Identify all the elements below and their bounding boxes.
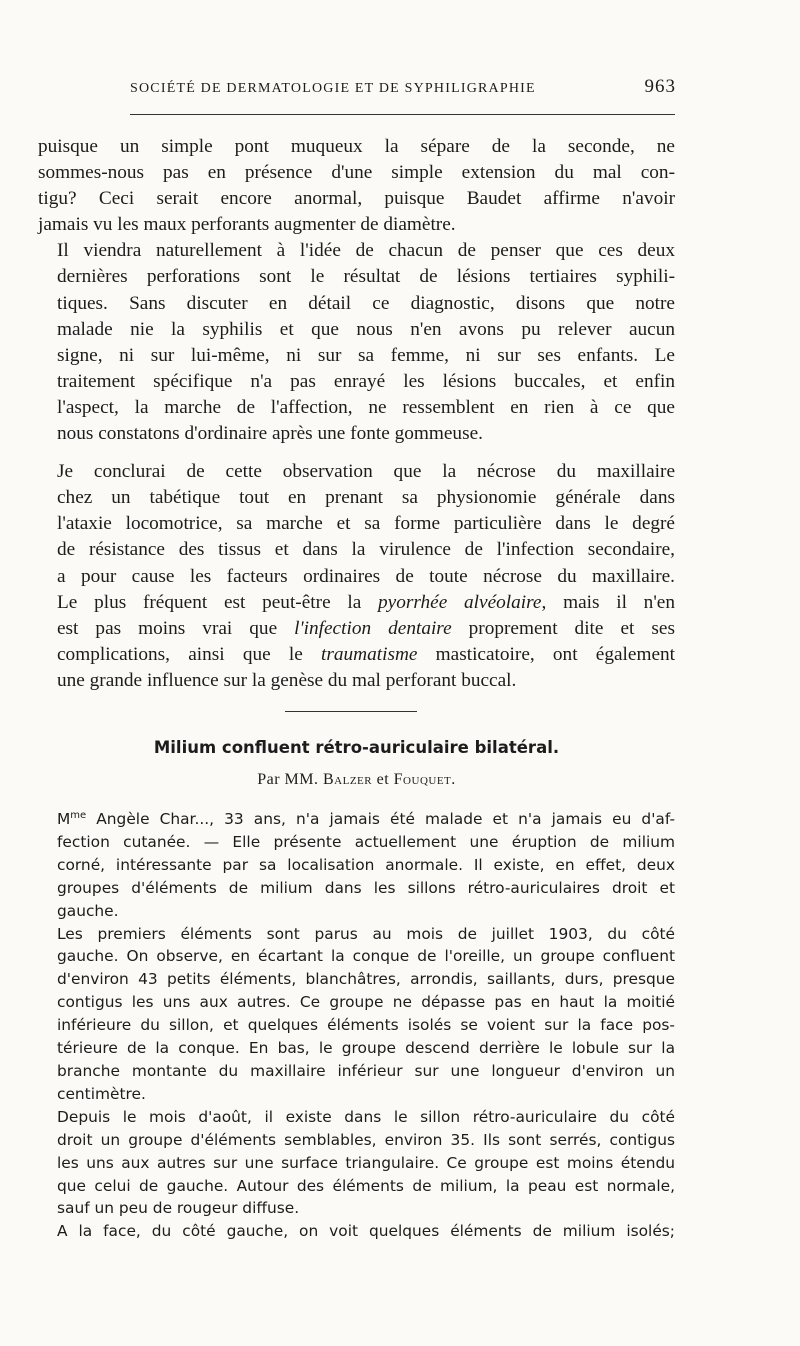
article-title: Milium confluent rétro-auriculaire bilatéral.: [153, 738, 560, 757]
text-run: Angèle Char..., 33 ans, n'a jamais été malade et n'a jamais eu d'af-: [86, 810, 675, 828]
text-line: [38, 590, 675, 616]
text-line: térieure de la conque. En bas, le groupe descend derrière le lobule sur la: [57, 1039, 675, 1058]
text-run: masticatoire, ont également: [417, 643, 675, 665]
text-run: , mais il n'en: [541, 591, 675, 613]
paragraph: [38, 238, 675, 447]
paragraph: [38, 808, 675, 923]
text-line: puisque un simple pont muqueux la sépare de la seconde, ne: [38, 136, 675, 157]
text-line: que celui de gauche. Autour des éléments de milium, la peau est normale,: [57, 1176, 675, 1195]
text-run: Le plus fréquent est peut-être la: [57, 591, 379, 613]
text-line: traitement spécifique n'a pas enrayé les lésions buccales, et enfin: [57, 370, 675, 392]
author-name: Fouquet: [393, 771, 452, 788]
text-line: A la face, du côté gauche, on voit quelques éléments de milium isolés;: [57, 1222, 675, 1241]
text-line: jamais vu les maux perforants augmenter de diamètre.: [38, 214, 456, 236]
section-divider: [285, 711, 417, 712]
text-line: Je conclurai de cette observation que la nécrose du maxillaire: [57, 461, 675, 483]
paragraph: [38, 134, 675, 238]
page-number: 963: [644, 76, 676, 97]
text-line: Les premiers éléments sont parus au mois de juillet 1903, du côté: [57, 924, 675, 943]
text-line: chez un tabétique tout en prenant sa physionomie générale dans: [57, 487, 675, 509]
running-head: SOCIÉTÉ DE DERMATOLOGIE ET DE SYPHILIGRAPHIE: [130, 81, 536, 96]
text-line: gauche. On observe, en écartant la conque de l'oreille, un groupe confluent: [57, 947, 675, 966]
header-rule: [130, 114, 675, 115]
text-line: droit un groupe d'éléments semblables, environ 35. Ils sont serrés, contigus: [57, 1130, 675, 1149]
text-line: tigu? Ceci serait encore anormal, puisque Baudet affirme n'avoir: [38, 188, 675, 210]
text-line: centimètre.: [57, 1084, 146, 1103]
text-line: Depuis le mois d'août, il existe dans le sillon rétro-auriculaire du côté: [57, 1107, 675, 1126]
page-header: [130, 76, 676, 98]
paragraph: [38, 923, 675, 1106]
text-line: nous constatons d'ordinaire après une fonte gommeuse.: [57, 423, 483, 445]
text-line: [38, 808, 675, 831]
text-line: signe, ni sur lui-même, ni sur sa femme, ni sur ses enfants. Le: [57, 344, 675, 366]
italic-term: pyorrhée alvéolaire: [378, 591, 542, 613]
text-line: Il viendra naturellement à l'idée de chacun de penser que ces deux: [57, 240, 675, 262]
byline-prefix: Par MM.: [257, 771, 323, 788]
paragraph: [38, 1220, 675, 1243]
text-run: est pas moins vrai que: [57, 617, 295, 639]
text-line: de résistance des tissus et dans la virulence de l'infection secondaire,: [57, 539, 675, 561]
text-line: branche montante du maxillaire inférieur sur une longueur d'environ un: [57, 1061, 675, 1080]
text-line: contigus les uns aux autres. Ce groupe ne dépasse pas en haut la moitié: [57, 993, 675, 1012]
text-line: [38, 642, 675, 668]
text-line: d'environ 43 petits éléments, blanchâtres, arrondis, saillants, durs, presque: [57, 970, 675, 989]
text-line: malade nie la syphilis et que nous n'en avons pu relever aucun: [57, 318, 675, 340]
italic-term: traumatisme: [321, 643, 418, 665]
article-text: [38, 808, 675, 1243]
text-line: tiques. Sans discuter en détail ce diagnostic, disons que notre: [57, 292, 675, 314]
preceding-article-text: [38, 134, 675, 694]
text-line: sauf un peu de rougeur diffuse.: [57, 1199, 300, 1218]
italic-term: l'infection dentaire: [294, 617, 452, 639]
text-line: l'aspect, la marche de l'affection, ne ressemblent en rien à ce que: [57, 396, 675, 418]
text-run: complications, ainsi que le: [57, 643, 322, 665]
byline-end: .: [451, 771, 456, 788]
text-line: groupes d'éléments de milium dans les sillons rétro-auriculaires droit et: [57, 878, 675, 897]
text-run: proprement dite et ses: [451, 617, 675, 639]
text-line: une grande influence sur la genèse du mal perforant buccal.: [57, 669, 517, 691]
text-line: [38, 616, 675, 642]
honorific: M: [57, 810, 71, 828]
text-line: inférieure du sillon, et quelques éléments isolés se voient sur la face pos-: [57, 1016, 675, 1035]
article-byline: [38, 771, 675, 789]
author-name: Balzer: [322, 771, 373, 788]
paragraph: [38, 1106, 675, 1221]
text-line: corné, intéressante par sa localisation anormale. Il existe, en effet, deux: [57, 855, 675, 874]
text-line: l'ataxie locomotrice, sa marche et sa forme particulière dans le degré: [57, 513, 675, 535]
text-line: a pour cause les facteurs ordinaires de toute nécrose du maxillaire.: [57, 565, 675, 587]
text-line: gauche.: [57, 901, 119, 920]
paragraph-conclusion: [38, 459, 675, 694]
honorific-superscript: me: [70, 809, 87, 821]
text-line: fection cutanée. — Elle présente actuellement une éruption de milium: [57, 832, 675, 851]
text-line: dernières perforations sont le résultat de lésions tertiaires syphili-: [57, 266, 675, 288]
text-line: sommes-nous pas en présence d'une simple extension du mal con-: [38, 162, 675, 184]
byline-conjunction: et: [372, 771, 394, 788]
text-line: les uns aux autres sur une surface triangulaire. Ce groupe est moins étendu: [57, 1153, 675, 1172]
